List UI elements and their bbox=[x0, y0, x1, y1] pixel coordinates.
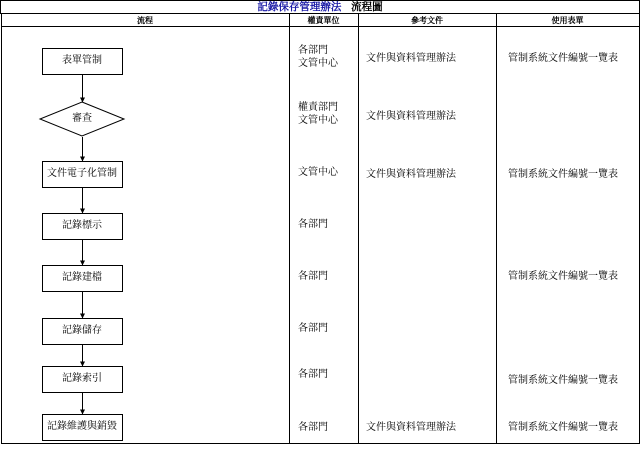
step-label: 文件電子化管制 bbox=[47, 168, 117, 179]
responsible-unit bbox=[298, 270, 328, 283]
form-used: 管制系統文件編號一覽表 bbox=[508, 422, 618, 433]
title-main: 記錄保存管理辦法 bbox=[257, 1, 342, 13]
step-label: 記錄索引 bbox=[62, 373, 102, 384]
responsible-unit-line: 各部門 bbox=[298, 271, 328, 282]
responsible-unit bbox=[298, 218, 328, 231]
reference-document: 文件與資料管理辦法 bbox=[366, 53, 456, 64]
form-used: 管制系統文件編號一覽表 bbox=[508, 271, 618, 282]
form-used: 管制系統文件編號一覽表 bbox=[508, 375, 618, 386]
responsible-unit bbox=[298, 44, 338, 70]
responsible-unit-line: 文管中心 bbox=[298, 58, 338, 69]
responsible-unit bbox=[298, 368, 328, 381]
responsible-unit bbox=[298, 421, 328, 434]
header-flow: 流程 bbox=[137, 16, 153, 25]
document-title bbox=[0, 1, 640, 14]
step-label: 記錄儲存 bbox=[62, 325, 102, 336]
step-label: 記錄建檔 bbox=[62, 272, 102, 283]
responsible-unit bbox=[298, 166, 338, 179]
step-label: 表單管制 bbox=[62, 55, 102, 66]
responsible-unit-line: 各部門 bbox=[298, 422, 328, 433]
responsible-unit bbox=[298, 322, 328, 335]
header-form-used: 使用表單 bbox=[551, 16, 584, 25]
reference-document: 文件與資料管理辦法 bbox=[366, 169, 456, 180]
responsible-unit-line: 各部門 bbox=[298, 219, 328, 230]
reference-document: 文件與資料管理辦法 bbox=[366, 422, 456, 433]
responsible-unit-line: 各部門 bbox=[298, 323, 328, 334]
responsible-unit bbox=[298, 101, 338, 127]
responsible-unit-line: 各部門 bbox=[298, 369, 328, 380]
responsible-unit-line: 權責部門 bbox=[298, 102, 338, 113]
step-label: 記錄維護與銷毀 bbox=[47, 421, 117, 432]
form-used: 管制系統文件編號一覽表 bbox=[508, 169, 618, 180]
header-responsible-unit: 權責單位 bbox=[307, 16, 340, 25]
title-sub: 流程圖 bbox=[351, 1, 383, 13]
reference-document: 文件與資料管理辦法 bbox=[366, 111, 456, 122]
responsible-unit-line: 文管中心 bbox=[298, 167, 338, 178]
step-label: 記錄標示 bbox=[62, 220, 102, 231]
header-reference-doc: 參考文件 bbox=[411, 16, 443, 25]
responsible-unit-line: 各部門 bbox=[298, 45, 328, 56]
step-label: 審查 bbox=[72, 113, 92, 124]
form-used: 管制系統文件編號一覽表 bbox=[508, 53, 618, 64]
responsible-unit-line: 文管中心 bbox=[298, 115, 338, 126]
